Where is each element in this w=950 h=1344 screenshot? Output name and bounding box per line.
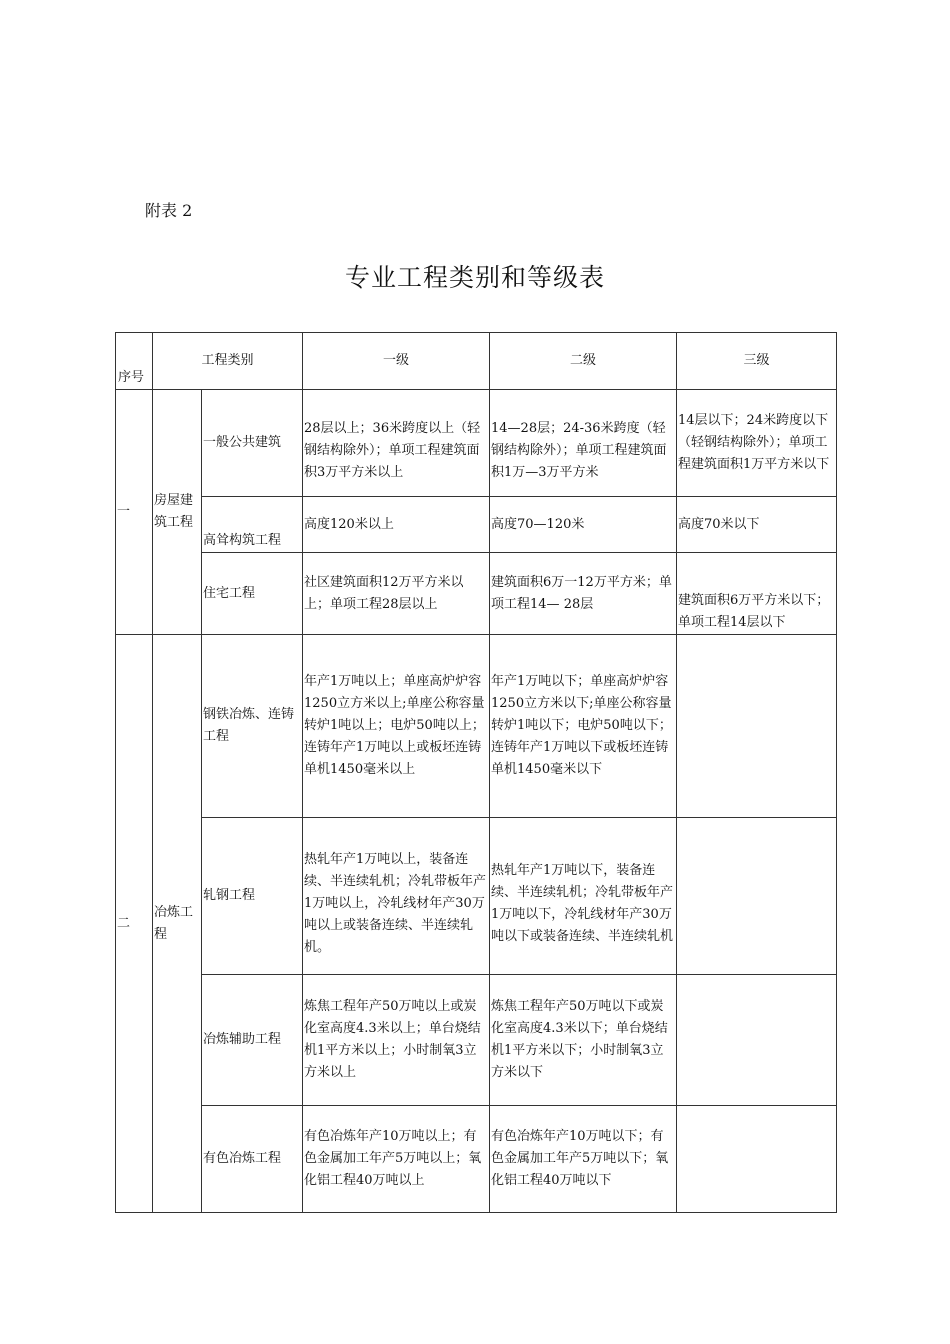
header-category: 工程类别 xyxy=(153,333,303,390)
subcategory-cell: 有色冶炼工程 xyxy=(202,1106,303,1213)
grade3-cell xyxy=(677,1106,837,1213)
table-header-row xyxy=(116,333,837,390)
grade1-cell: 有色冶炼年产10万吨以上；有色金属加工年产5万吨以上；氧化铝工程40万吨以上 xyxy=(303,1106,490,1213)
table-row xyxy=(116,1106,837,1213)
subcategory-cell: 一般公共建筑 xyxy=(202,390,303,497)
table-row xyxy=(116,975,837,1106)
grade2-cell: 建筑面积6万一12万平方米；单项工程14— 28层 xyxy=(490,553,677,635)
group-seq: 二 xyxy=(116,635,153,1213)
group-category: 房屋建筑工程 xyxy=(153,390,202,635)
table-row xyxy=(116,390,837,497)
table-row xyxy=(116,497,837,553)
subcategory-cell: 冶炼辅助工程 xyxy=(202,975,303,1106)
header-grade3: 三级 xyxy=(677,333,837,390)
table-row xyxy=(116,635,837,818)
grade1-cell: 炼焦工程年产50万吨以上或炭化室高度4.3米以上；单台烧结机1平方米以上；小时制氧3立方米以上 xyxy=(303,975,490,1106)
grade1-cell: 年产1万吨以上；单座高炉炉容1250立方米以上;单座公称容量转炉1吨以上；电炉50吨以上；连铸年产1万吨以上或板坯连铸单机1450毫米以上 xyxy=(303,635,490,818)
appendix-label: 附表 2 xyxy=(145,201,193,220)
grade1-cell: 热轧年产1万吨以上，装备连续、半连续轧机；冷轧带板年产1万吨以上，冷轧线材年产30万吨以上或装备连续、半连续轧机。 xyxy=(303,818,490,975)
grade3-cell xyxy=(677,818,837,975)
grade2-cell: 高度70—120米 xyxy=(490,497,677,553)
grade3-cell xyxy=(677,635,837,818)
header-grade1: 一级 xyxy=(303,333,490,390)
table-row xyxy=(116,553,837,635)
page-title: 专业工程类别和等级表 xyxy=(344,263,605,292)
header-seq: 序号 xyxy=(116,333,153,390)
subcategory-cell: 轧钢工程 xyxy=(202,818,303,975)
grade1-cell: 高度120米以上 xyxy=(303,497,490,553)
grade2-cell: 14—28层；24-36米跨度（轻钢结构除外）；单项工程建筑面积1万—3万平方米 xyxy=(490,390,677,497)
grade1-cell: 28层以上；36米跨度以上（轻钢结构除外）；单项工程建筑面积3万平方米以上 xyxy=(303,390,490,497)
group-seq: 一 xyxy=(116,390,153,635)
subcategory-cell: 钢铁冶炼、连铸工程 xyxy=(202,635,303,818)
grade2-cell: 有色冶炼年产10万吨以下；有色金属加工年产5万吨以下；氧化铝工程40万吨以下 xyxy=(490,1106,677,1213)
grade-table xyxy=(115,332,837,1213)
grade2-cell: 热轧年产1万吨以下，装备连续、半连续轧机；冷轧带板年产1万吨以下，冷轧线材年产30万吨以下或装备连续、半连续轧机 xyxy=(490,818,677,975)
grade3-cell: 建筑面积6万平方米以下；单项工程14层以下 xyxy=(677,553,837,635)
subcategory-cell: 住宅工程 xyxy=(202,553,303,635)
subcategory-cell: 高耸构筑工程 xyxy=(202,497,303,553)
group-category: 冶炼工程 xyxy=(153,635,202,1213)
grade3-cell xyxy=(677,975,837,1106)
grade1-cell: 社区建筑面积12万平方米以上；单项工程28层以上 xyxy=(303,553,490,635)
header-grade2: 二级 xyxy=(490,333,677,390)
grade2-cell: 年产1万吨以下；单座高炉炉容1250立方米以下;单座公称容量转炉1吨以下；电炉50吨以下；连铸年产1万吨以下或板坯连铸单机1450毫米以下 xyxy=(490,635,677,818)
grade3-cell: 14层以下；24米跨度以下（轻钢结构除外）；单项工程建筑面积1万平方米以下 xyxy=(677,390,837,497)
grade2-cell: 炼焦工程年产50万吨以下或炭化室高度4.3米以下；单台烧结机1平方米以下；小时制氧3立方米以下 xyxy=(490,975,677,1106)
table-row xyxy=(116,818,837,975)
grade3-cell: 高度70米以下 xyxy=(677,497,837,553)
